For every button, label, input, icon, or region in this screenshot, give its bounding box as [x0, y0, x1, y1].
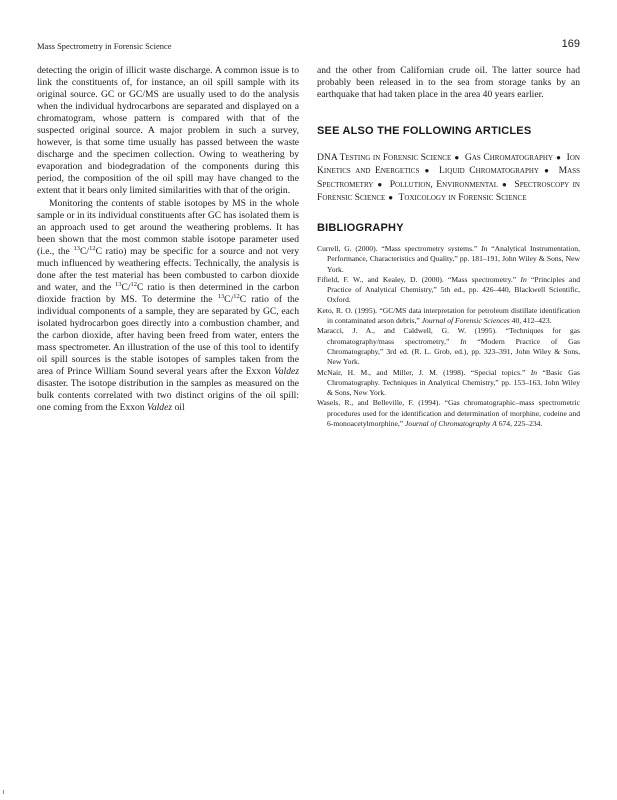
bibliography-heading: BIBLIOGRAPHY	[317, 221, 404, 234]
bullet-icon: ●	[388, 192, 394, 202]
body-paragraph-2: Monitoring the contents of stable isotopes by MS in the whole sample or in its individual constituents after GC has isolated them is an approach used to get around the weathering problems. It has been shown that the most common stable isotope parameter used (i.e., the $^{13}$C/$^{12}$C ratio) may be specific for a source and not very much influenced by weathering effects. Technically, the analysis is done after the test material has been combusted to carbon dioxide and water, and the $^{13}$C/$^{12}$C ratio is then determined in the carbon dioxide fraction by MS. To determine the $^{13}$C/$^{12}$C ratio of the individual components of a sample, they are separated by GC, each isolated hydrocarbon goes directly into a combustion chamber, and the carbon dioxide, after having been freed from water, enters the mass spectrometer. An illustration of the use of this tool to identify oil spill sources is the stable isotopes of samples taken from the area of Prince William Sound several years after the Exxon Valdez disaster. The isotope distribution in the samples as measured on the bulk contents correlated with two distinct origins of the oil spill: one coming from the Exxon Valdez oil	[37, 197, 300, 414]
see-also-item[interactable]: Liquid Chromatography	[439, 165, 539, 177]
bullet-icon: ●	[422, 166, 432, 176]
see-also-item[interactable]: Toxicology in Forensic Science	[398, 191, 527, 203]
bibliography-entry: Fifield, F. W., and Kealey, D. (2000). “Mass spectrometry.” In “Principles and Practice of Analytical Chemistry,” 5th ed., pp. 426–440, Blackwell Scientific, Oxford.	[317, 274, 580, 305]
page-number: 169	[561, 38, 580, 50]
bullet-icon: ●	[500, 179, 508, 189]
bibliography-entry: Currell, G. (2000). “Mass spectrometry systems.” In “Analytical Instrumentation, Performance, Characteristics and Quality,” pp. 181–191, John Wiley & Sons, New York.	[317, 243, 581, 274]
bibliography-entry: Maracci, J. A., and Caldwell, G. W. (1995). “Techniques for gas chromatography/mass spectrometry,” In “Modern Practice of Gas Chromatography,” 3rd ed. (R. L. Grob, ed.), pp. 323–391, John Wiley & Sons, New York.	[317, 326, 580, 367]
right-column	[317, 65, 580, 429]
see-also-item[interactable]: Gas Chromatography	[464, 152, 554, 164]
bullet-icon: ●	[556, 153, 562, 163]
bibliography-entry: Wasels, R., and Belleville, F. (1994). “Gas chromatographic–mass spectrometric procedures used for the identification and determination of morphine, codeine and 6-monoacetylmorphine,” Journal of Chromatography A 674, 225–234.	[317, 398, 580, 428]
see-also-item[interactable]: DNA Testing in Forensic Science	[317, 152, 452, 164]
bibliography-entry: Keto, R. O. (1995). “GC/MS data interpretation for petroleum distillate identification in contaminated arson debris,” Journal of Forensic Sciences 40, 412–423.	[317, 305, 580, 326]
see-also-list	[317, 151, 580, 204]
see-also-heading: SEE ALSO THE FOLLOWING ARTICLES	[317, 125, 532, 138]
bullet-icon: ●	[376, 179, 384, 189]
bibliography-entry: McNair, H. M., and Miller, J. M. (1998). “Special topics.” In “Basic Gas Chromatography. Techniques in Analytical Chemistry,” pp. 153–163, John Wiley & Sons, New York.	[317, 367, 580, 398]
running-title: Mass Spectrometry in Forensic Science	[37, 41, 172, 51]
bibliography-list	[317, 244, 580, 429]
see-also-item[interactable]: Ion Kinetics and Energetics	[317, 152, 580, 177]
continuation-paragraph: and the other from Californian crude oil. The latter source had probably been released in to the sea from storage tanks by an earthquake that had taken place in the area 40 years earlier.	[317, 65, 580, 101]
see-also-item[interactable]: Mass Spectrometry	[317, 165, 580, 190]
bullet-icon: ●	[454, 153, 460, 163]
see-also-item[interactable]: Spectroscopy in Forensic Science	[317, 178, 580, 203]
see-also-item[interactable]: Pollution, Environmental	[389, 178, 498, 190]
bullet-icon: ●	[541, 166, 552, 176]
body-paragraph-1: detecting the origin of illicit waste discharge. A common issue is to link the constituents of, for instance, an oil spill sample with its original source. GC or GC/MS are usually used to do the analysis when the individual hydrocarbons are separated and displayed on a chromatogram, whose pattern is compared with that of the suspected original source. A major problem in such a survey, however, is that some time usually has passed between the waste discharge and the specimen collection. Owing to weathering by evaporation and biodegradation of the components during this period, the composition of the oil spill may have changed to the extent that it bears only limited similarities with that of the origin.	[37, 65, 299, 197]
left-column	[37, 65, 299, 414]
page-edge-mark	[3, 790, 4, 794]
